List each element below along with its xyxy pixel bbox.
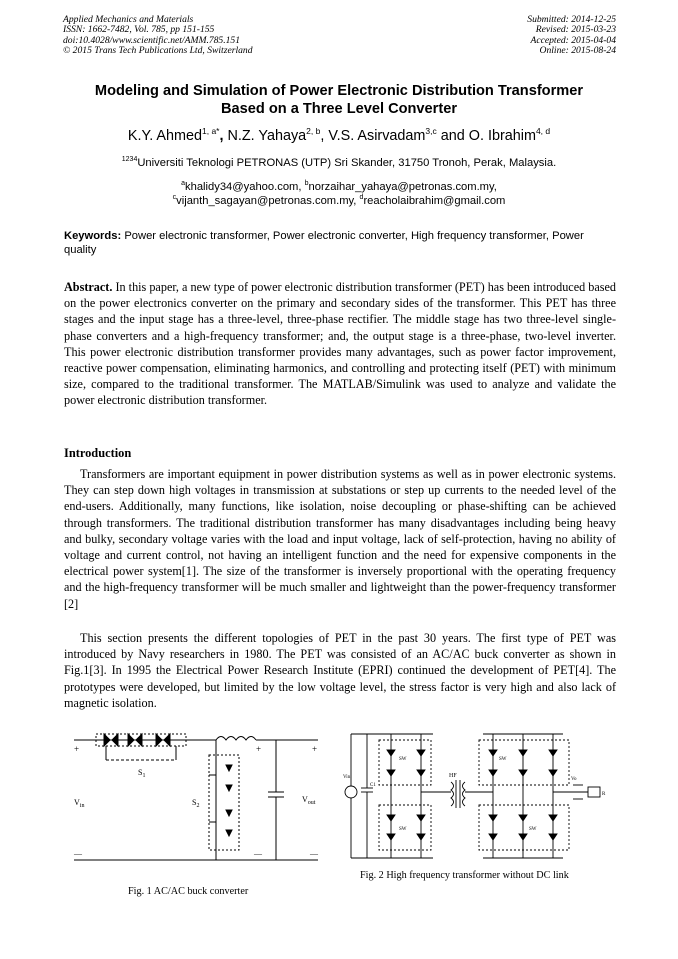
email-a[interactable]: khalidy34@yahoo.com, [185,181,302,193]
title-line-1: Modeling and Simulation of Power Electronic Distribution Transformer [94,83,584,99]
issn-line: ISSN: 1662-7482, Vol. 785, pp 151-155 [63,24,215,36]
submitted-date: Submitted: 2014-12-25 [527,14,616,25]
fig2-sw3-label: SW [399,827,407,832]
keywords [64,229,616,258]
fig1-plus-mid: + [256,744,262,754]
intro-paragraph-1: Transformers are important equipment in power distribution systems as well as in power electronic systems. They can step down high voltages in transmission at substations or step up currents to the needed level of the end-users. Additionally, many functions, like isolation, noise decoupling or phase-shifting can be achieved through transformers. The traditional distribution transformer has many disadvantages including being heavy and bulky, secondary voltage varies with the load and input voltage, lack of self-protection, having no ability of voltage and current control, not having an intelligent function and the need for expensive components in the electrical power system[1]. The size of the transformer is inversely proportional with the operating frequency and the high-frequency transformer will be much smaller and lightweight than the power-frequency transformer [2] [64,467,616,611]
journal-header [63,15,253,57]
fig1-plus-right: + [312,744,318,754]
fig1-vin-label: $V_{in}$ [74,798,85,809]
fig1-s1-label: $S_1$ [138,768,146,779]
dates-header [527,15,616,57]
email-d[interactable]: reacholaibrahim@gmail.com [363,195,506,207]
email-sup: c [172,194,177,201]
author-name: N.Z. Yahaya [227,128,307,144]
author-separator: , [219,128,228,144]
email-sup: a [181,180,186,187]
fig1-vout-label: $V_{out}$ [302,795,316,806]
affiliation [40,156,638,170]
figure-1-caption: Fig. 1 AC/AC buck converter [128,886,249,897]
author-separator: , [320,128,329,144]
author-name: O. Ibrahim [468,128,536,144]
fig2-sw1-label: SW [399,757,407,762]
fig2-sw4-label: SW [529,827,537,832]
author-list [40,127,638,145]
accepted-date: Accepted: 2015-04-04 [530,34,616,46]
online-date: Online: 2015-08-24 [539,45,616,57]
fig1-minus-mid: — [254,849,262,858]
fig1-minus-left: — [74,849,82,858]
author-name: V.S. Asirvadam [328,128,426,144]
figure-1-circuit [66,730,326,875]
fig1-minus-right: — [310,849,318,858]
author-emails [40,180,638,208]
author-separator: and [436,128,469,144]
author-affil-sup: 3,c [425,126,437,136]
figure-2-caption: Fig. 2 High frequency transformer without DC link [360,870,569,881]
fig2-vo-label: Vo [571,777,577,782]
affiliation-text: Universiti Teknologi PETRONAS (UTP) Sri Skander, 31750 Tronoh, Perak, Malaysia. [137,157,557,169]
author-affil-sup: 4, d [535,126,551,136]
author-affil-sup: 1, a* [202,126,220,136]
title-line-2: Based on a Three Level Converter [220,101,457,117]
fig2-hf-label: HF [449,773,457,779]
revised-date: Revised: 2015-03-23 [535,24,616,36]
email-c[interactable]: vijanth_sagayan@petronas.com.my, [176,195,357,207]
fig1-s2-label: $S_2$ [192,798,200,809]
keywords-text: Power electronic transformer, Power electronic converter, High frequency transformer, Power quality [64,230,584,257]
fig2-sw2-label: SW [499,757,507,762]
fig1-plus-left: + [74,744,80,754]
section-heading-introduction: Introduction [64,446,132,460]
email-b[interactable]: norzaihar_yahaya@petronas.com.my, [308,181,497,193]
fig2-vin-label: Vin [343,775,351,780]
keywords-label: Keywords: [64,230,122,242]
email-sup: b [304,180,309,187]
copyright-line: © 2015 Trans Tech Publications Ltd, Switzerland [63,45,253,57]
abstract [64,279,616,409]
affiliation-sup: 1234 [121,156,138,163]
author-name: K.Y. Ahmed [127,128,202,144]
author-affil-sup: 2, b [306,126,321,136]
abstract-text: In this paper, a new type of power electronic distribution transformer (PET) has been introduced based on the power electronics converter on the primary and secondary sides of the transformer. This PET has three stages and the input stage has a three-level, three-phase rectifier. The middle stage has two three-level single-phase converters and a high-frequency transformer; and, the output stage is a three-phase, two-level inverter. This power electronic distribution transformer provides many advantages, such as power factor improvement, reactive power compensation, eliminating harmonics, and controlling and protecting itself (PET) with minimum size, compared to the traditional transformer. The MATLAB/Simulink was used to analyze and validate the power electronic distribution transformer. [64,280,617,408]
intro-paragraph-2: This section presents the different topologies of PET in the past 30 years. The first type of PET was introduced by Navy researchers in 1980. The PET was consisted of an AC/AC buck converter as shown in Fig.1[3]. In 1995 the Electrical Power Research Institute (EPRI) continued the development of PET[4]. The prototypes were developed, but limited by the low voltage level, the stress factor is very high and also lack of magnetic isolation. [64,631,616,710]
fig2-r-label: R [602,792,606,797]
fig2-c1-label: C1 [370,783,376,788]
email-sup: d [359,194,364,201]
paper-title [40,82,638,118]
doi-line: doi:10.4028/www.scientific.net/AMM.785.151 [63,34,241,46]
figure-2-circuit [343,730,613,865]
journal-name: Applied Mechanics and Materials [63,14,194,25]
abstract-label: Abstract. [64,280,113,294]
